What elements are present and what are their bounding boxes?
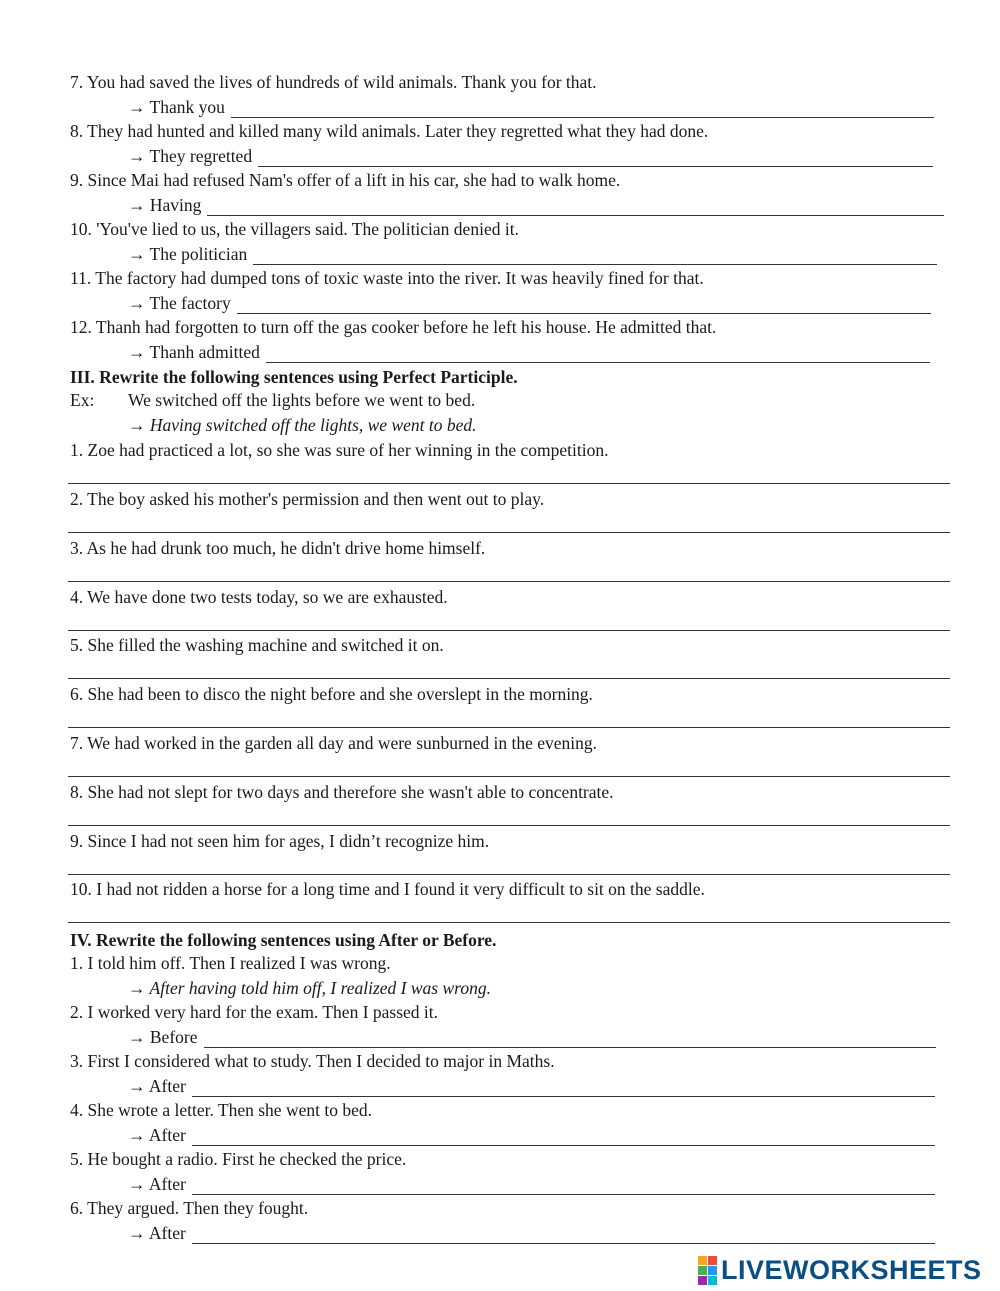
exercise-prompt: 5. He bought a radio. First he checked the price. xyxy=(70,1149,407,1169)
liveworksheets-logo[interactable] xyxy=(698,1255,982,1285)
answer-blank[interactable] xyxy=(258,149,933,167)
answer-blank[interactable] xyxy=(68,727,950,728)
example-sentence: We switched off the lights before we went to bed. xyxy=(128,390,476,410)
logo-square xyxy=(708,1256,717,1265)
answer-blank[interactable] xyxy=(68,483,950,484)
answer-blank[interactable] xyxy=(68,581,950,582)
example-label: Ex: xyxy=(70,390,95,410)
answer-lead: → The factory xyxy=(128,293,231,313)
logo-square xyxy=(708,1266,717,1275)
example-answer: → Having switched off the lights, we went to bed. xyxy=(128,415,477,435)
answer-blank[interactable] xyxy=(68,776,950,777)
exercise-prompt: 11. The factory had dumped tons of toxic waste into the river. It was heavily fined for that. xyxy=(70,268,704,288)
answer-blank[interactable] xyxy=(192,1128,935,1146)
logo-text: LIVEWORKSHEETS xyxy=(721,1254,982,1285)
answer-line xyxy=(128,96,934,118)
answer-line xyxy=(128,292,931,314)
answer-line xyxy=(128,1026,936,1048)
logo-square xyxy=(698,1276,707,1285)
answer-blank[interactable] xyxy=(192,1226,935,1244)
logo-square xyxy=(708,1276,717,1285)
exercise-prompt: 12. Thanh had forgotten to turn off the gas cooker before he left his house. He admitted that. xyxy=(70,317,717,337)
exercise-prompt: 3. As he had drunk too much, he didn't drive home himself. xyxy=(70,538,486,558)
answer-lead: → After xyxy=(128,1076,186,1096)
answer-lead: → Having xyxy=(128,195,202,215)
exercise-prompt: 7. We had worked in the garden all day and were sunburned in the evening. xyxy=(70,733,597,753)
answer-blank[interactable] xyxy=(192,1177,935,1195)
answer-lead: → Thank you xyxy=(128,97,225,117)
exercise-prompt: 2. I worked very hard for the exam. Then I passed it. xyxy=(70,1002,439,1022)
answer-line xyxy=(128,1222,935,1244)
exercise-prompt: 6. She had been to disco the night before and she overslept in the morning. xyxy=(70,684,593,704)
example-answer-line xyxy=(128,977,491,999)
answer-line xyxy=(128,341,930,363)
section-heading: III. Rewrite the following sentences using Perfect Participle. xyxy=(70,367,518,387)
exercise-prompt: 10. 'You've lied to us, the villagers said. The politician denied it. xyxy=(70,219,519,239)
exercise-prompt: 3. First I considered what to study. Then I decided to major in Maths. xyxy=(70,1051,555,1071)
answer-line xyxy=(128,194,944,216)
answer-lead: → Thanh admitted xyxy=(128,342,260,362)
answer-blank[interactable] xyxy=(68,678,950,679)
exercise-prompt: 1. Zoe had practiced a lot, so she was sure of her winning in the competition. xyxy=(70,440,609,460)
example-answer-line xyxy=(128,414,477,436)
section-heading: IV. Rewrite the following sentences using After or Before. xyxy=(70,930,497,950)
answer-lead: → Before xyxy=(128,1027,198,1047)
answer-blank[interactable] xyxy=(266,345,930,363)
answer-blank[interactable] xyxy=(237,296,931,314)
answer-lead: → They regretted xyxy=(128,146,253,166)
logo-square xyxy=(698,1266,707,1275)
answer-blank[interactable] xyxy=(231,100,934,118)
answer-line xyxy=(128,1173,935,1195)
answer-blank[interactable] xyxy=(207,198,944,216)
exercise-prompt: 8. She had not slept for two days and therefore she wasn't able to concentrate. xyxy=(70,782,614,802)
logo-square xyxy=(698,1256,707,1265)
answer-blank[interactable] xyxy=(68,630,950,631)
example-line xyxy=(70,389,475,411)
answer-line xyxy=(128,1075,935,1097)
answer-lead: → After xyxy=(128,1174,186,1194)
exercise-prompt: 7. You had saved the lives of hundreds of wild animals. Thank you for that. xyxy=(70,72,597,92)
exercise-prompt: 4. We have done two tests today, so we are exhausted. xyxy=(70,587,448,607)
answer-line xyxy=(128,145,933,167)
exercise-prompt: 9. Since I had not seen him for ages, I didn’t recognize him. xyxy=(70,831,490,851)
exercise-prompt: 10. I had not ridden a horse for a long time and I found it very difficult to sit on the saddle. xyxy=(70,879,705,899)
exercise-prompt: 8. They had hunted and killed many wild animals. Later they regretted what they had done. xyxy=(70,121,709,141)
answer-line xyxy=(128,243,937,265)
answer-lead: → The politician xyxy=(128,244,248,264)
answer-blank[interactable] xyxy=(204,1030,936,1048)
exercise-prompt: 2. The boy asked his mother's permission and then went out to play. xyxy=(70,489,545,509)
answer-blank[interactable] xyxy=(253,247,937,265)
example-answer: → After having told him off, I realized I was wrong. xyxy=(128,978,491,998)
answer-line xyxy=(128,1124,935,1146)
logo-mark-icon xyxy=(698,1256,717,1285)
answer-blank[interactable] xyxy=(68,825,950,826)
answer-blank[interactable] xyxy=(68,922,950,923)
exercise-prompt: 9. Since Mai had refused Nam's offer of a lift in his car, she had to walk home. xyxy=(70,170,621,190)
answer-lead: → After xyxy=(128,1125,186,1145)
exercise-prompt: 1. I told him off. Then I realized I was wrong. xyxy=(70,953,391,973)
exercise-prompt: 4. She wrote a letter. Then she went to bed. xyxy=(70,1100,372,1120)
answer-blank[interactable] xyxy=(192,1079,935,1097)
exercise-prompt: 6. They argued. Then they fought. xyxy=(70,1198,309,1218)
answer-blank[interactable] xyxy=(68,874,950,875)
exercise-prompt: 5. She filled the washing machine and switched it on. xyxy=(70,635,444,655)
answer-blank[interactable] xyxy=(68,532,950,533)
answer-lead: → After xyxy=(128,1223,186,1243)
